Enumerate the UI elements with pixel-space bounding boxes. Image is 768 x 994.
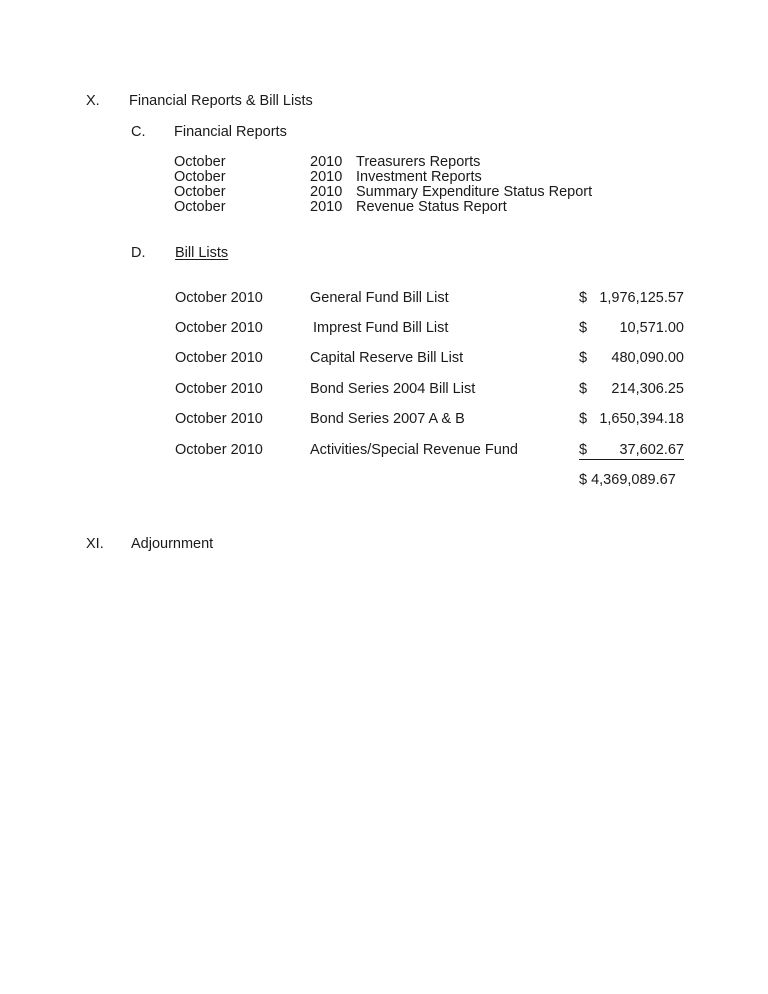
bill-name: Bond Series 2004 Bill List	[310, 381, 476, 397]
report-month: October	[174, 169, 226, 185]
bill-currency: $	[579, 320, 588, 336]
bill-currency: $	[579, 381, 588, 397]
bill-row	[0, 291, 768, 307]
subtotal-underline	[579, 459, 684, 460]
bill-amount: 10,571.00	[619, 320, 684, 336]
bill-date: October 2010	[175, 381, 263, 397]
bill-row	[0, 321, 768, 337]
financial-report-row	[0, 170, 768, 185]
report-year: 2010	[310, 199, 343, 215]
section-xi-title: Adjournment	[131, 536, 214, 552]
bill-amount: 1,976,125.57	[599, 290, 684, 306]
section-x-title: Financial Reports & Bill Lists	[129, 93, 313, 109]
report-year: 2010	[310, 154, 343, 170]
bill-name: Imprest Fund Bill List	[313, 320, 449, 336]
bill-date: October 2010	[175, 320, 263, 336]
financial-report-row	[0, 155, 768, 170]
report-name: Investment Reports	[356, 169, 482, 185]
financial-reports-title: Financial Reports	[174, 124, 287, 140]
bill-row	[0, 351, 768, 367]
bill-name: Capital Reserve Bill List	[310, 350, 464, 366]
bill-date: October 2010	[175, 350, 263, 366]
bill-row	[0, 412, 768, 428]
section-xi-number: XI.	[86, 536, 104, 552]
bill-name: General Fund Bill List	[310, 290, 449, 306]
report-name: Revenue Status Report	[356, 199, 507, 215]
bill-amount: 214,306.25	[611, 381, 684, 397]
financial-reports-letter: C.	[131, 124, 146, 140]
bill-lists-title: Bill Lists	[175, 245, 229, 261]
bill-row	[0, 443, 768, 459]
report-name: Treasurers Reports	[356, 154, 481, 170]
bill-date: October 2010	[175, 411, 263, 427]
report-month: October	[174, 154, 226, 170]
bill-lists-total: $ 4,369,089.67	[579, 472, 676, 488]
bill-date: October 2010	[175, 442, 263, 458]
report-year: 2010	[310, 169, 343, 185]
section-x-number: X.	[86, 93, 100, 109]
bill-name: Bond Series 2007 A & B	[310, 411, 465, 427]
bill-date: October 2010	[175, 290, 263, 306]
bill-amount: 480,090.00	[611, 350, 684, 366]
bill-name: Activities/Special Revenue Fund	[310, 442, 518, 458]
bill-lists-letter: D.	[131, 245, 146, 261]
financial-report-row	[0, 185, 768, 200]
bill-currency: $	[579, 442, 588, 458]
financial-report-row	[0, 200, 768, 215]
bill-row	[0, 382, 768, 398]
bill-amount: 1,650,394.18	[599, 411, 684, 427]
bill-currency: $	[579, 290, 588, 306]
bill-amount: 37,602.67	[619, 442, 684, 458]
report-name: Summary Expenditure Status Report	[356, 184, 593, 200]
report-month: October	[174, 184, 226, 200]
bill-currency: $	[579, 411, 588, 427]
report-month: October	[174, 199, 226, 215]
report-year: 2010	[310, 184, 343, 200]
bill-currency: $	[579, 350, 588, 366]
